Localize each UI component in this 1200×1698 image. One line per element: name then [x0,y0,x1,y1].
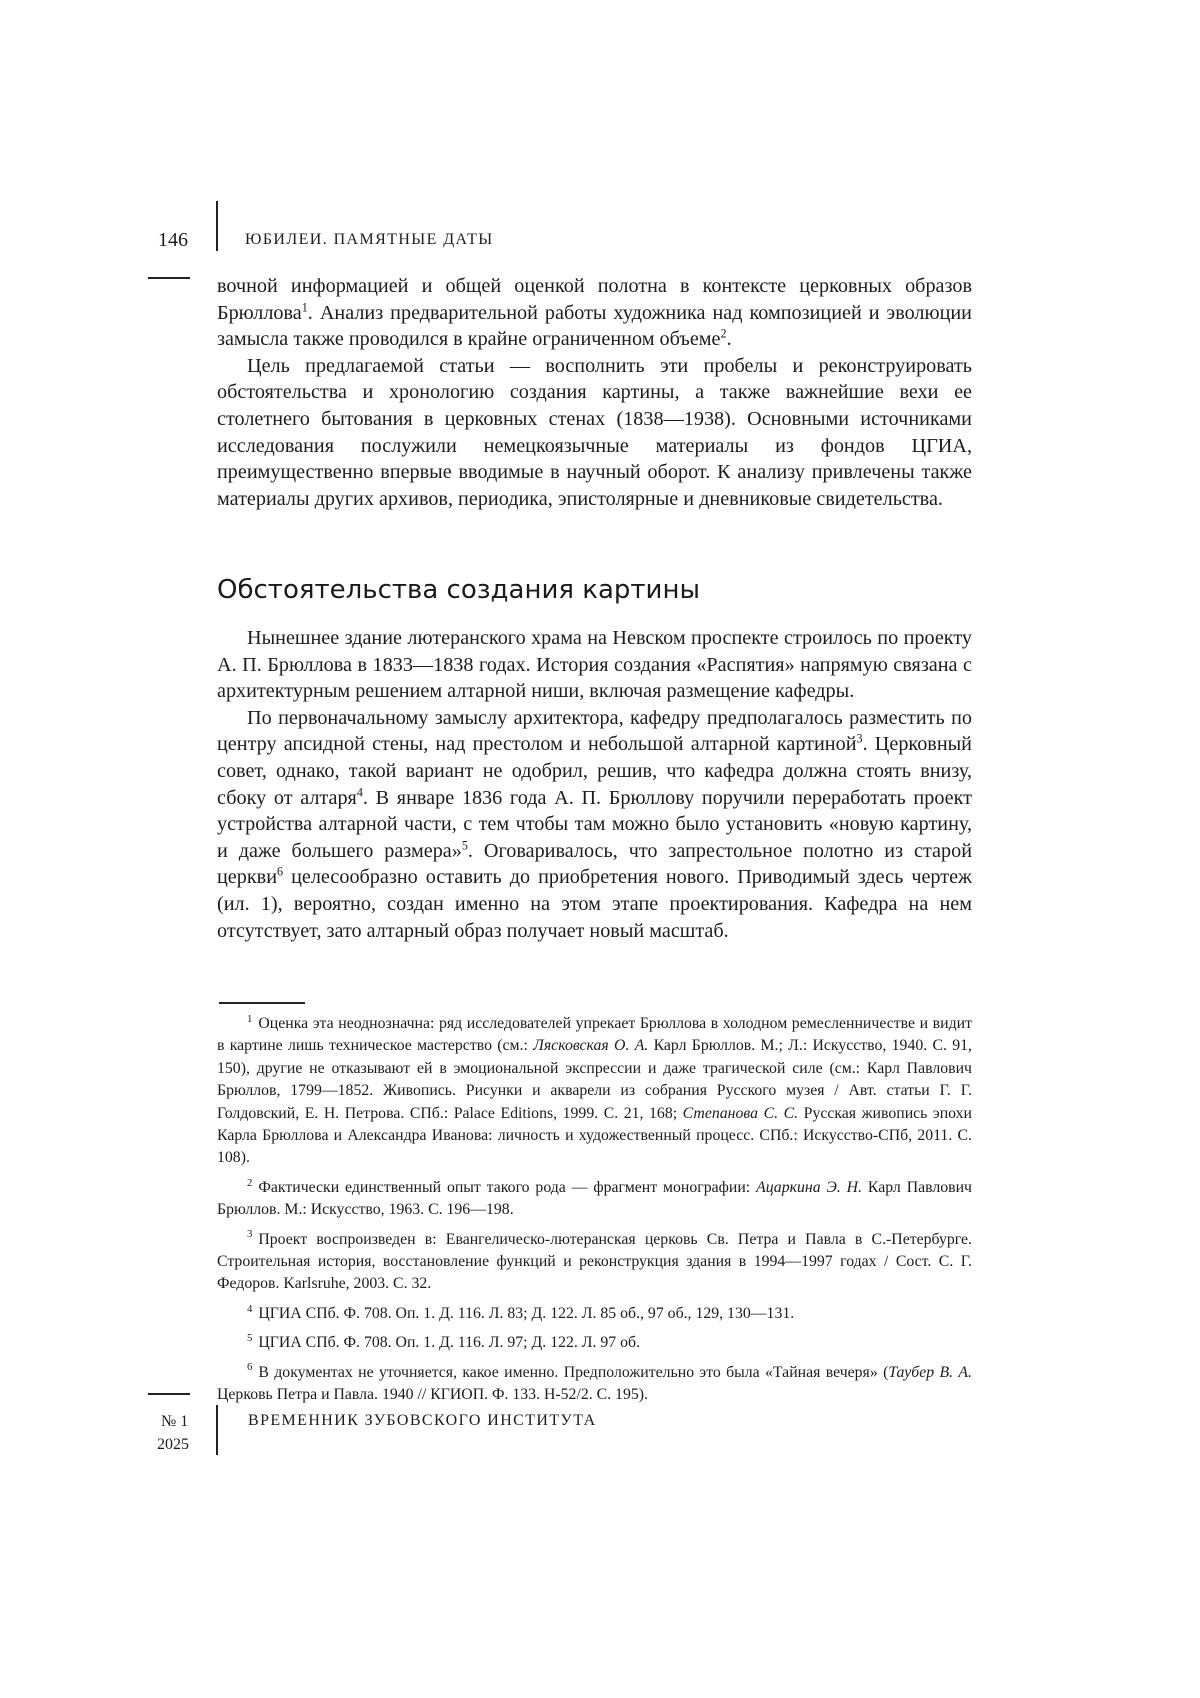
running-header: ЮБИЛЕИ. ПАМЯТНЫЕ ДАТЫ [245,231,494,248]
footnote-4: $^4$ ЦГИА СПб. Ф. 708. Оп. 1. Д. 116. Л. 83; Д. 122. Л. 85 об., 97 об., 129, 130—131. [247,1302,795,1322]
section-paragraph-1: Нынешнее здание лютеранского храма на Невском проспекте строилось по проекту А. П. Брюллова в 1833—1838 годах. История создания «Распятия» напрямую связана с архитектурным решением алтарной ниши, включая размещение кафедры. [217,627,972,703]
footnote-6: $^6$ В документах не уточняется, какое именно. Предположительно это была «Тайная вечеря» (Таубер В. А. Церковь Петра и Павла. 1940 // КГИОП. Ф. 133. Н-52/2. С. 195). [217,1361,972,1404]
header-rule [148,277,190,279]
footnote-5: $^5$ ЦГИА СПб. Ф. 708. Оп. 1. Д. 116. Л. 97; Д. 122. Л. 97 об. [247,1332,641,1352]
footnote-separator [219,1002,305,1004]
footnote-1: $^1$ Оценка эта неоднозначна: ряд исследователей упрекает Брюллова в холодном ремесленничестве и видит в картине лишь техническое мастерство (см.: Лясковская О. А. Карл Брюллов. М.; Л.: Искусство, 1940. С. 91, 150), другие не отказывают ей в эмоциональной экспрессии и даже трагической силе (см.: Карл Павлович Брюллов, 1799—1852. Живопись. Рисунки и акварели из собрания Русского музея / Авт. статьи Г. Г. Голдовский, Е. Н. Петрова. СПб.: Palace Editions, 1999. С. 21, 168; Степанова С. С. Русская живопись эпохи Карла Брюллова и Александра Иванова: личность и художественный процесс. СПб.: Искусство-СПб, 2011. С. 108). [217,1012,973,1167]
intro-text [217,273,972,512]
issue-year: 2025 [157,1436,189,1453]
footer-rule [148,1393,190,1395]
footnote-2: $^2$ Фактически единственный опыт такого рода — фрагмент монографии: Ацаркина Э. Н. Карл Павлович Брюллов. М.: Искусство, 1963. С. 196—198. [217,1176,973,1219]
intro-paragraph-2: Цель предлагаемой статьи — восполнить эти пробелы и реконструировать обстоятельства и хронологию создания картины, а также важнейшие вехи ее столетнего бытования в церковных стенах (1838—1938). Основными источниками исследования послужили немецкоязычные материалы из фондов ЦГИА, преимущественно впервые вводимые в научный оборот. К анализу привлечены также материалы других архивов, периодика, эпистолярные и дневниковые свидетельства. [217,354,972,510]
footnote-ref-2: 2 [720,326,727,341]
footnote-ref-1: 1 [301,299,308,314]
journal-title: ВРЕМЕННИК ЗУБОВСКОГО ИНСТИТУТА [248,1412,597,1429]
page-number: 146 [158,229,188,251]
issue-number: № 1 [161,1413,189,1430]
section-heading: Обстоятельства создания картины [217,575,700,605]
section-text [217,625,972,944]
footnote-ref-3: 3 [856,731,863,746]
footer-divider-vertical [216,1405,218,1455]
section-paragraph-2: По первоначальному замыслу архитектора, кафедру предполагалось разместить по центру апсидной стены, над престолом и небольшой алтарной картиной$^3$. Церковный совет, однако, такой вариант не одобрил, решив, что кафедра должна стоять внизу, сбоку от алтаря$^4$. В январе 1836 года А. П. Брюллову поручили переработать проект устройства алтарной части, с тем чтобы там можно было установить «новую картину, и даже большего размера»$^5$. Оговаривалось, что запрестольное полотно из старой церкви$^6$ целесообразно оставить до приобретения нового. Приводимый здесь чертеж (ил. 1), вероятно, создан именно на этом этапе проектирования. Кафедра на нем отсутствует, зато алтарный образ получает новый масштаб. [217,706,972,942]
intro-paragraph-1: вочной информацией и общей оценкой полотна в контексте церковных образов Брюллова$^1$. Анализ предварительной работы художника над композицией и эволюции замысла также проводился в крайне ограниченном объеме$^2$. [217,275,972,351]
footnote-ref-4: 4 [356,784,363,799]
footnote-ref-6: 6 [277,864,284,879]
footnote-3: $^3$ Проект воспроизведен в: Евангелическо-лютеранская церковь Св. Петра и Павла в С.-Петербурге. Строительная история, восстановление функций и реконструкция здания в 1994—1997 годах / Сост. С. Г. Федоров. Karlsruhe, 2003. С. 32. [217,1228,972,1293]
footnote-ref-5: 5 [461,838,468,853]
header-divider-vertical [216,201,218,251]
footnotes [217,1013,972,1414]
